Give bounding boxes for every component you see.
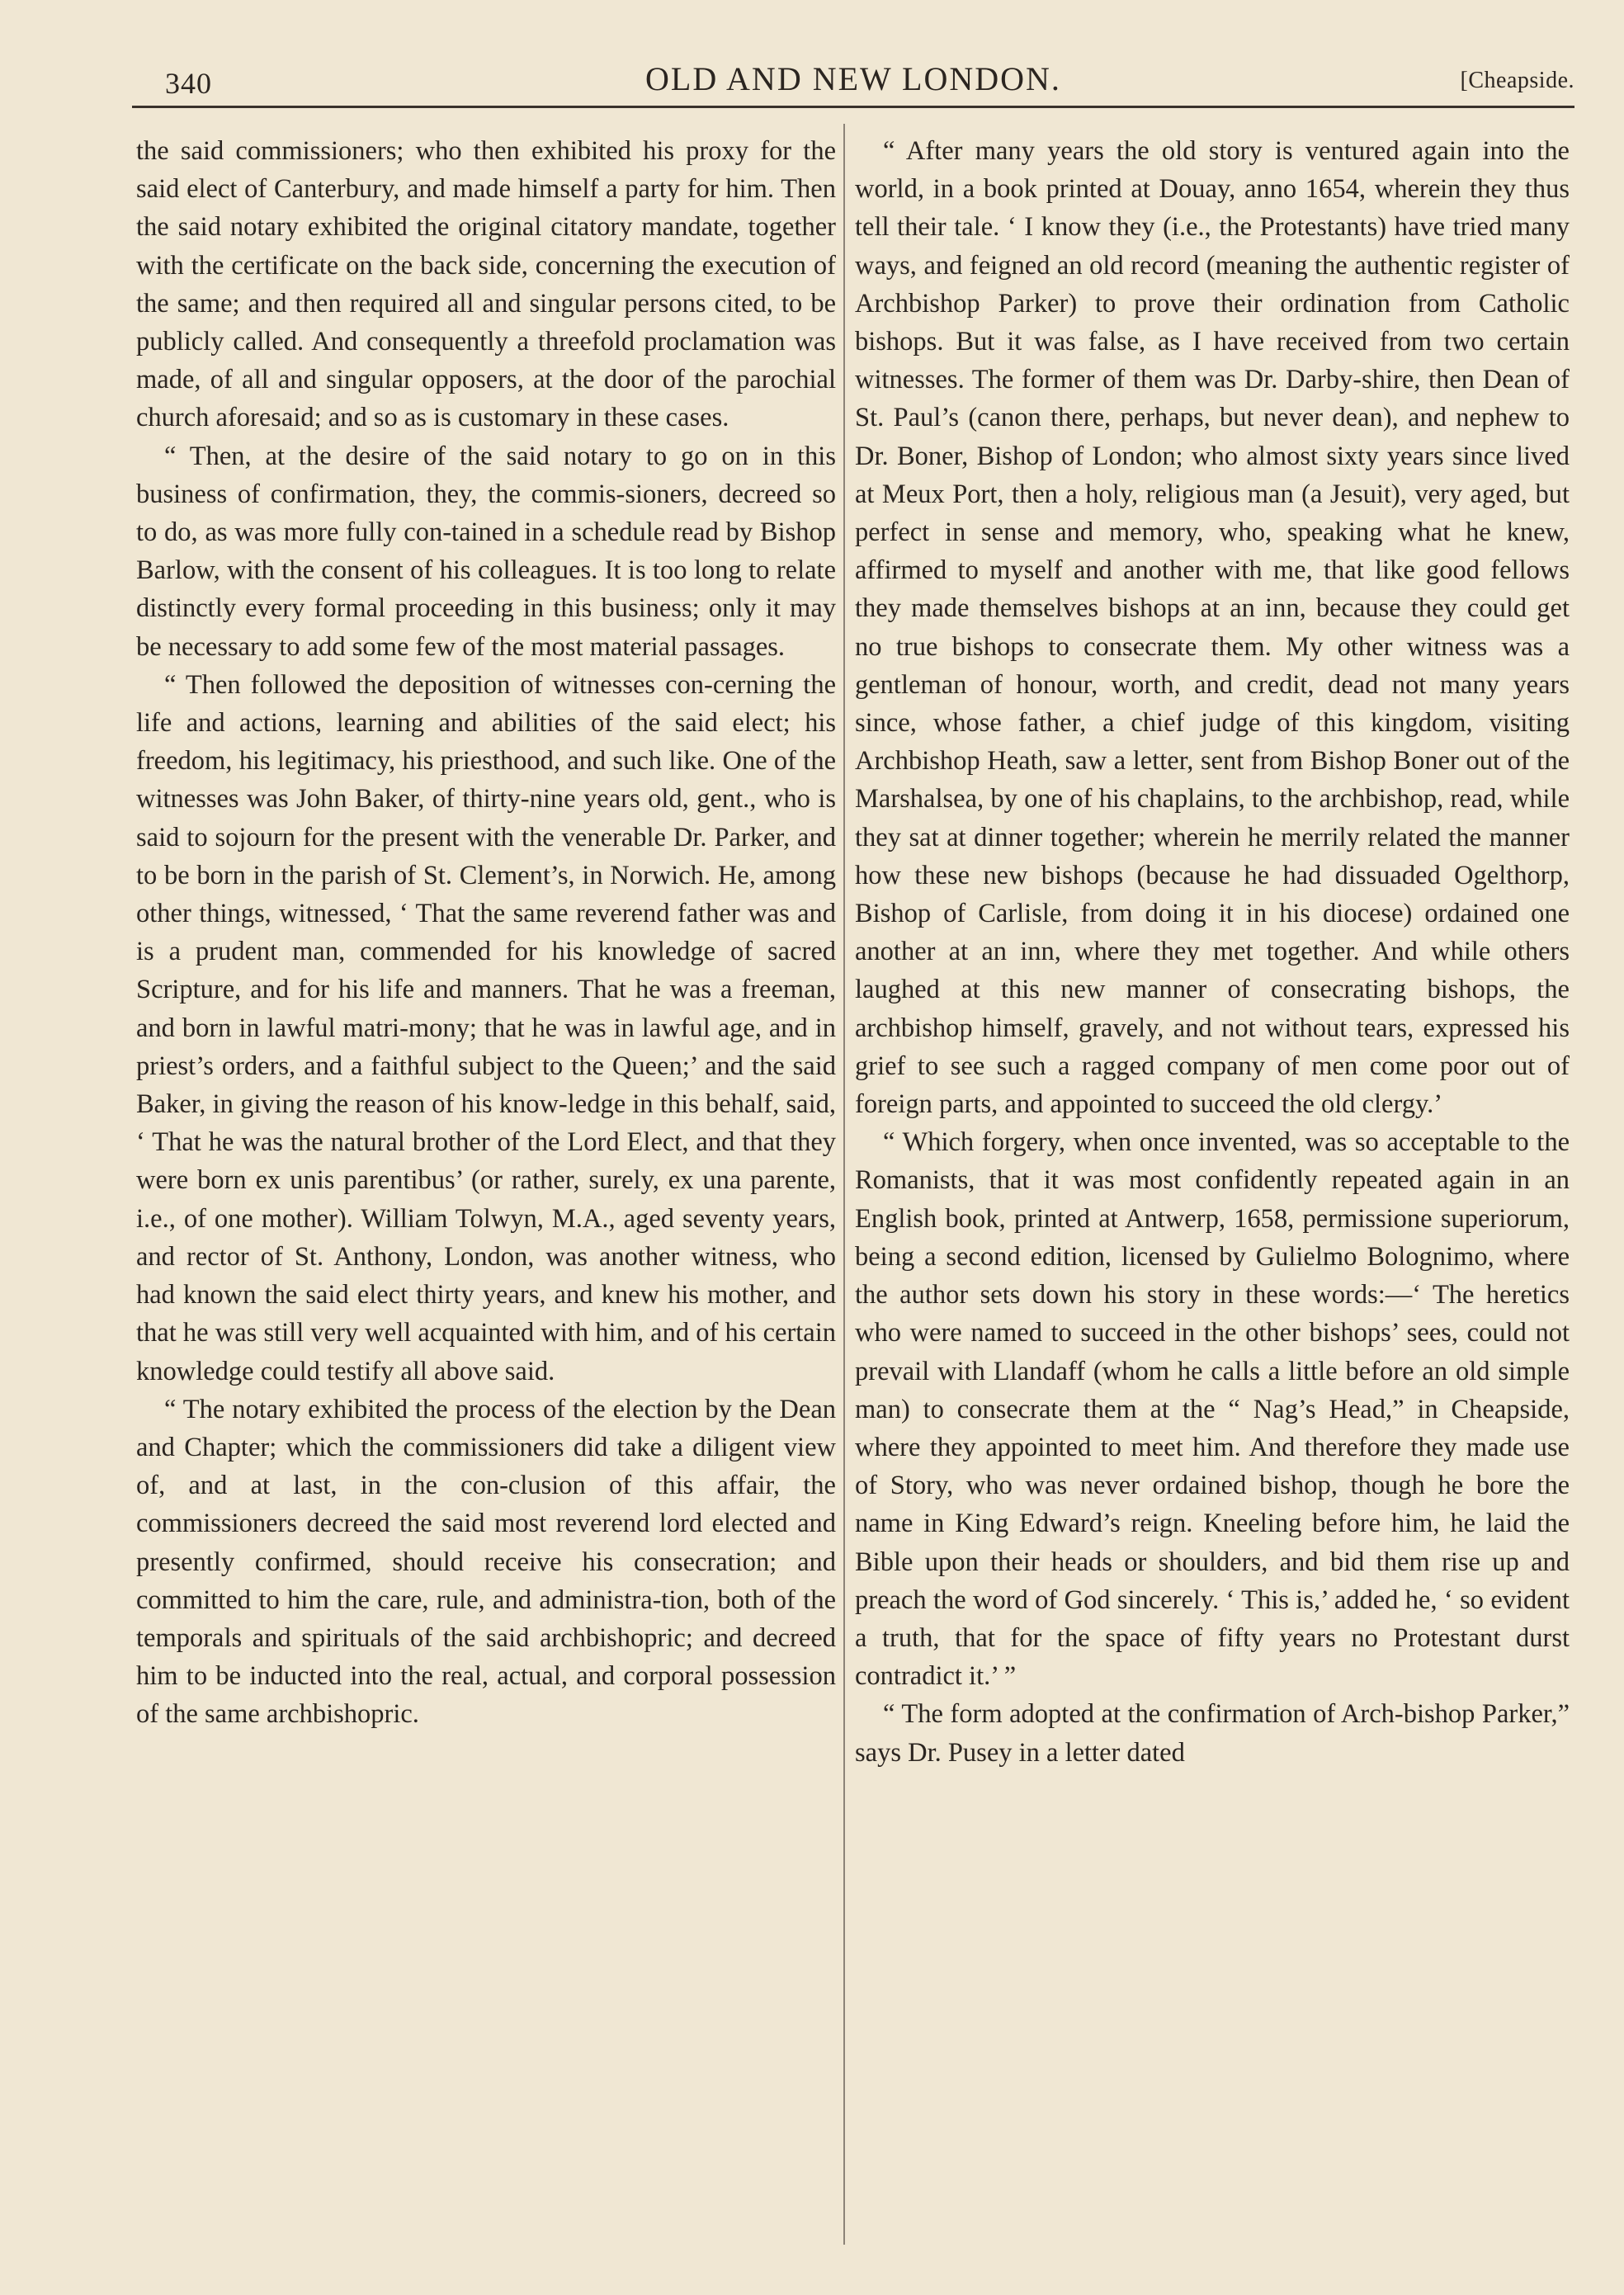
column-divider xyxy=(843,124,845,2245)
section-label: [Cheapside. xyxy=(1460,68,1574,93)
page-number: 340 xyxy=(165,67,212,100)
paragraph: “ The form adopted at the confirmation of Arch-bishop Parker,” says Dr. Pusey in a letter dated xyxy=(855,1699,1570,1768)
paragraph: “ Then followed the deposition of witnesses con-cerning the life and actions, learning and abilities of the said elect; his freedom, his legitimacy, his priesthood, and such like. One of the witnesses was John Baker, of thirty-nine years old, gent., who is said to sojourn for the present with the venerable Dr. Parker, and to be born in the parish of St. Clement’s, in Norwich. He, among other things, witnessed, ‘ That the same reverend father was and is a prudent man, commended for his knowledge of sacred Scripture, and for his life and manners. That he was a freeman, and born in lawful matri-mony; that he was in lawful age, and in priest’s orders, and a faithful subject to the Queen;’ and the said Baker, in giving the reason of his know-ledge in this behalf, said, ‘ That he was the natural brother of the Lord Elect, and that they were born ex unis parentibus’ (or rather, surely, ex una parente, i.e., of one mother). William Tolwyn, M.A., aged seventy years, and rector of St. Anthony, London, was another witness, who had known the said elect thirty years, and knew his mother, and that he was still very well acquainted with him, and of his certain knowledge could testify all above said. xyxy=(136,669,836,1386)
left-column xyxy=(136,132,836,1734)
paragraph: “ Then, at the desire of the said notary to go on in this business of confirmation, they, the commis-sioners, decreed so to do, as was more fully con-tained in a schedule read by Bishop Barlow, with the consent of his colleagues. It is too long to relate distinctly every formal proceeding in this business; only it may be necessary to add some few of the most material passages. xyxy=(136,441,836,662)
right-column xyxy=(855,132,1570,1772)
paragraph: “ Which forgery, when once invented, was so acceptable to the Romanists, that it was most confidently repeated again in an English book, printed at Antwerp, 1658, permissione superiorum, being a second edition, licensed by Gulielmo Bolognimo, where the author sets down his story in these words:—‘ The heretics who were named to succeed in the other bishops’ sees, could not prevail with Llandaff (whom he calls a little before an old simple man) to consecrate them at the “ Nag’s Head,” in Cheapside, where they appointed to meet him. And therefore they made use of Story, who was never ordained bishop, though he bore the name in King Edward’s reign. Kneeling before him, he laid the Bible upon their heads or shoulders, and bid them rise up and preach the word of God sincerely. ‘ This is,’ added he, ‘ so evident a truth, that for the space of fifty years no Protestant durst contradict it.’ ” xyxy=(855,1127,1570,1692)
paragraph: “ After many years the old story is ventured again into the world, in a book printed at Douay, anno 1654, wherein they thus tell their tale. ‘ I know they (i.e., the Protestants) have tried many ways, and feigned an old record (meaning the authentic register of Archbishop Parker) to prove their ordination from Catholic bishops. But it was false, as I have received from two certain witnesses. The former of them was Dr. Darby-shire, then Dean of St. Paul’s (canon there, perhaps, but never dean), and nephew to Dr. Boner, Bishop of London; who almost sixty years since lived at Meux Port, then a holy, religious man (a Jesuit), very aged, but perfect in sense and memory, who, speaking what he knew, affirmed to myself and another with me, that like good fellows they made themselves bishops at an inn, because they could get no true bishops to consecrate them. My other witness was a gentleman of honour, worth, and credit, dead not many years since, whose father, a chief judge of this kingdom, visiting Archbishop Heath, saw a letter, sent from Bishop Boner out of the Marshalsea, by one of his chaplains, to the archbishop, read, while they sat at dinner together; wherein he merrily related the manner how these new bishops (because he had dissuaded Ogelthorp, Bishop of Carlisle, from doing it in his diocese) ordained one another at an inn, where they met together. And while others laughed at this new manner of consecrating bishops, the archbishop himself, gravely, and not without tears, expressed his grief to see such a ragged company of men come poor out of foreign parts, and appointed to succeed the old clergy.’ xyxy=(855,136,1570,1120)
paragraph: the said commissioners; who then exhibited his proxy for the said elect of Canterbury, and made himself a party for him. Then the said notary exhibited the original citatory mandate, together with the certificate on the back side, concerning the execution of the same; and then required all and singular persons cited, to be publicly called. And consequently a threefold proclamation was made, of all and singular opposers, at the door of the parochial church aforesaid; and so as is customary in these cases. xyxy=(136,136,836,433)
running-header xyxy=(132,59,1574,109)
header-rule xyxy=(132,106,1574,108)
paragraph: “ The notary exhibited the process of the election by the Dean and Chapter; which the commissioners did take a diligent view of, and at last, in the con-clusion of this affair, the commissioners decreed the said most reverend lord elected and presently confirmed, should receive his consecration; and committed to him the care, rule, and administra-tion, both of the temporals and spirituals of the said archbishopric; and decreed him to be inducted into the real, actual, and corporal possession of the same archbishopric. xyxy=(136,1394,836,1730)
book-title: OLD AND NEW LONDON. xyxy=(645,60,1061,97)
